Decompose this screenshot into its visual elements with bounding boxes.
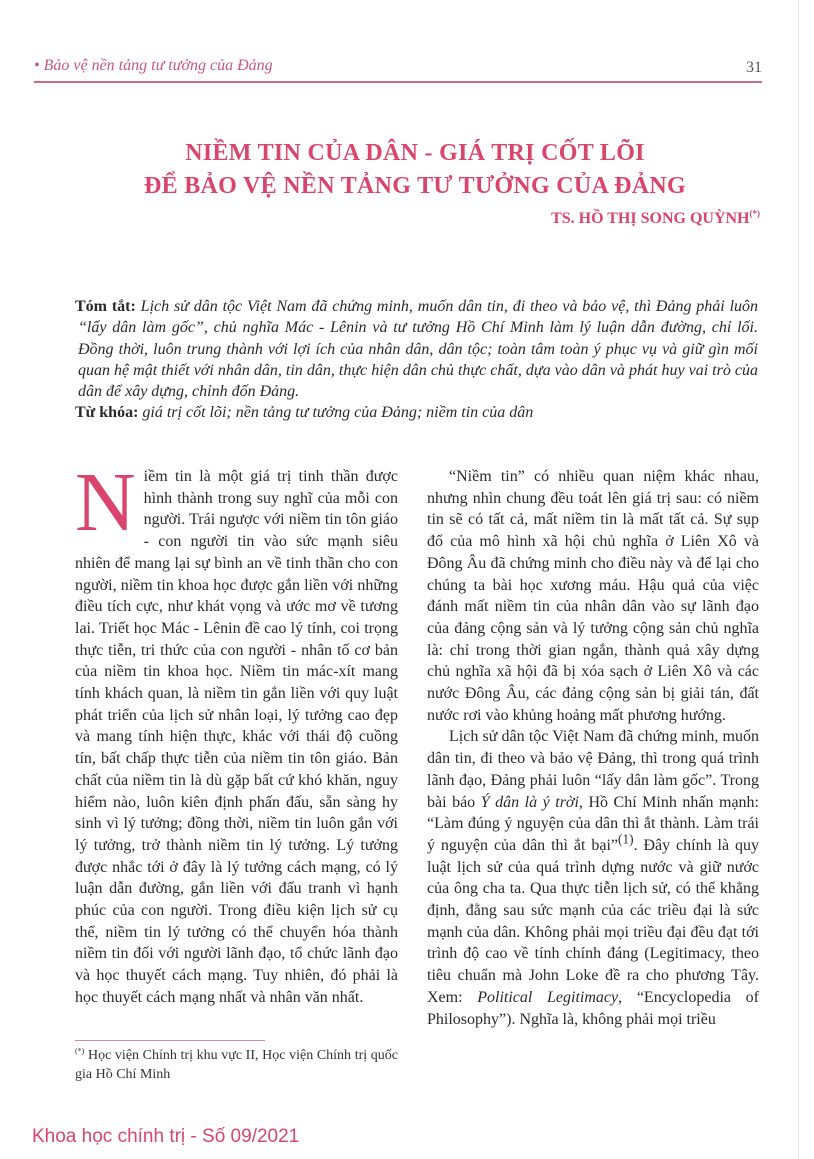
p3-text-b: , Hồ Chí Minh nhấn mạnh: “Làm đúng ý nguyện của dân thì ắt thành. Làm trái ý nguyện của dân thì ắt bại” xyxy=(427,793,759,854)
footnote-divider xyxy=(75,1040,265,1041)
body-column-left xyxy=(75,456,398,1009)
abstract-label: Tóm tắt: xyxy=(75,298,136,315)
paragraph-1 xyxy=(75,456,398,1009)
footnote-mark: (*) xyxy=(75,1046,85,1056)
keywords-text: giá trị cốt lõi; nền tảng tư tưởng của Đảng; niềm tin của dân xyxy=(142,404,534,422)
page-number: 31 xyxy=(746,59,762,76)
paragraph-2: “Niềm tin” có nhiều quan niệm khác nhau, nhưng nhìn chung đều toát lên giá trị sau: có niềm tin sẽ có tất cả, mất niềm tin là mất tất cả. Sự sụp đổ của mô hình xã hội chủ nghĩa ở Liên Xô và Đông Âu đã chứng minh cho điều này và để lại cho chúng ta bài học xương máu. Hậu quả của việc đánh mất niềm tin của nhân dân vào sự lãnh đạo của đảng cộng sản và lý tưởng cộng sản chủ nghĩa là: chỉ trong thời gian ngắn, thành quả xây dựng chủ nghĩa xã hội đã bị xóa sạch ở Liên Xô và các nước Đông Âu, các đảng cộng sản bị giải tán, đất nước rơi vào khủng hoảng mất phương hướng. xyxy=(427,468,759,724)
body-column-right xyxy=(427,466,759,1030)
abstract-text: Lịch sử dân tộc Việt Nam đã chứng minh, muốn dân tin, đi theo và bảo vệ, thì Đảng phải luôn “lấy dân làm gốc”, chủ nghĩa Mác - Lênin và tư tưởng Hồ Chí Minh làm lý luận dẫn đường, chỉ lối. Đồng thời, luôn trung thành với lợi ích của nhân dân, dân tộc; toàn tâm toàn ý phục vụ và giữ gìn mối quan hệ mật thiết với nhân dân, tin dân, thực hiện dân chủ thực chất, dựa vào dân và phát huy vai trò của dân để xây dựng, chỉnh đốn Đảng. xyxy=(78,298,759,401)
running-header xyxy=(34,55,762,83)
p3-text-c: . Đây chính là quy luật lịch sử của quá trình dựng nước và giữ nước của ông cha ta. Qua thực tiễn lịch sử, có thể khẳng định, đằng sau sức mạnh của các triều đại là sức mạnh của dân. Không phải mọi triều đại đều đạt tới trình độ cao về tính chính đáng (Legitimacy, theo tiêu chuẩn mà John Loke đề ra cho phương Tây. Xem: xyxy=(427,836,759,1006)
footnote xyxy=(75,1046,398,1084)
author-name: TS. HỒ THỊ SONG QUỲNH xyxy=(551,210,750,227)
journal-footer: Khoa học chính trị - Số 09/2021 xyxy=(32,1126,300,1147)
citation-ref: (1) xyxy=(618,831,634,847)
abstract xyxy=(75,296,759,424)
article-title-line-2: ĐỂ BẢO VỆ NỀN TẢNG TƯ TƯỞNG CỦA ĐẢNG xyxy=(144,173,686,199)
author xyxy=(551,210,760,228)
footnote-text: Học viện Chính trị khu vực II, Học viện Chính trị quốc gia Hồ Chí Minh xyxy=(75,1048,398,1082)
keywords-label: Từ khóa: xyxy=(75,404,139,422)
p3-article-title: Ý dân là ý trời xyxy=(480,793,579,811)
section-title: • Bảo vệ nền tảng tư tưởng của Đảng xyxy=(34,57,273,74)
p3-text-d: , “Encyclopedia of Philosophy”). Nghĩa là, không phải mọi triều xyxy=(427,988,759,1028)
p3-text-a: Lịch sử dân tộc Việt Nam đã chứng minh, muốn dân tin, đi theo và bảo vệ Đảng, thì trong quá trình lãnh đạo, Đảng phải luôn “lấy dân làm gốc”. Trong bài báo xyxy=(427,728,759,811)
paragraph-1-text: iềm tin là một giá trị tinh thần được hình thành trong suy nghĩ của mỗi con người. Trái ngược với niềm tin tôn giáo - con người tin vào sức mạnh siêu nhiên để mang lại sự bình an về tinh thần cho con người, niềm tin khoa học được gắn liền với những điều tích cực, như khát vọng và ước mơ về tương lai. Triết học Mác - Lênin đề cao lý tính, coi trọng thực tiễn, tri thức của con người - nhân tố cơ bản của niềm tin khoa học. Niềm tin mác-xít mang tính khách quan, là niềm tin gắn liền với quy luật phát triển của lịch sử nhân loại, lý tưởng cao đẹp và mang tính hiện thực, khác với thái độ cuồng tín, bất chấp thực tiễn của niềm tin tôn giáo. Bản chất của niềm tin là dù gặp bất cứ khó khăn, nguy hiểm nào, luôn kiên định phấn đấu, sẵn sàng hy sinh vì lý tưởng; đồng thời, niềm tin luôn gắn với lý tưởng, trở thành niềm tin lý tưởng. Lý tưởng được nhắc tới ở đây là lý tưởng cách mạng, có lý luận dẫn đường, gắn liền với đấu tranh vì hạnh phúc của con người. Trong điều kiện lịch sử cụ thể, niềm tin lý tưởng có thể chuyển hóa thành niềm tin đối với người lãnh đạo, tổ chức lãnh đạo và học thuyết cách mạng. Tuy nhiên, đó phải là học thuyết cách mạng nhất và nhân văn nhất. xyxy=(75,468,398,1006)
article-title-line-1: NIỀM TIN CỦA DÂN - GIÁ TRỊ CỐT LÕI xyxy=(185,140,645,166)
p3-source-title: Political Legitimacy xyxy=(477,988,619,1006)
drop-cap: N xyxy=(75,456,136,549)
paragraph-3 xyxy=(427,726,759,1030)
author-footnote-mark: (*) xyxy=(749,208,760,219)
